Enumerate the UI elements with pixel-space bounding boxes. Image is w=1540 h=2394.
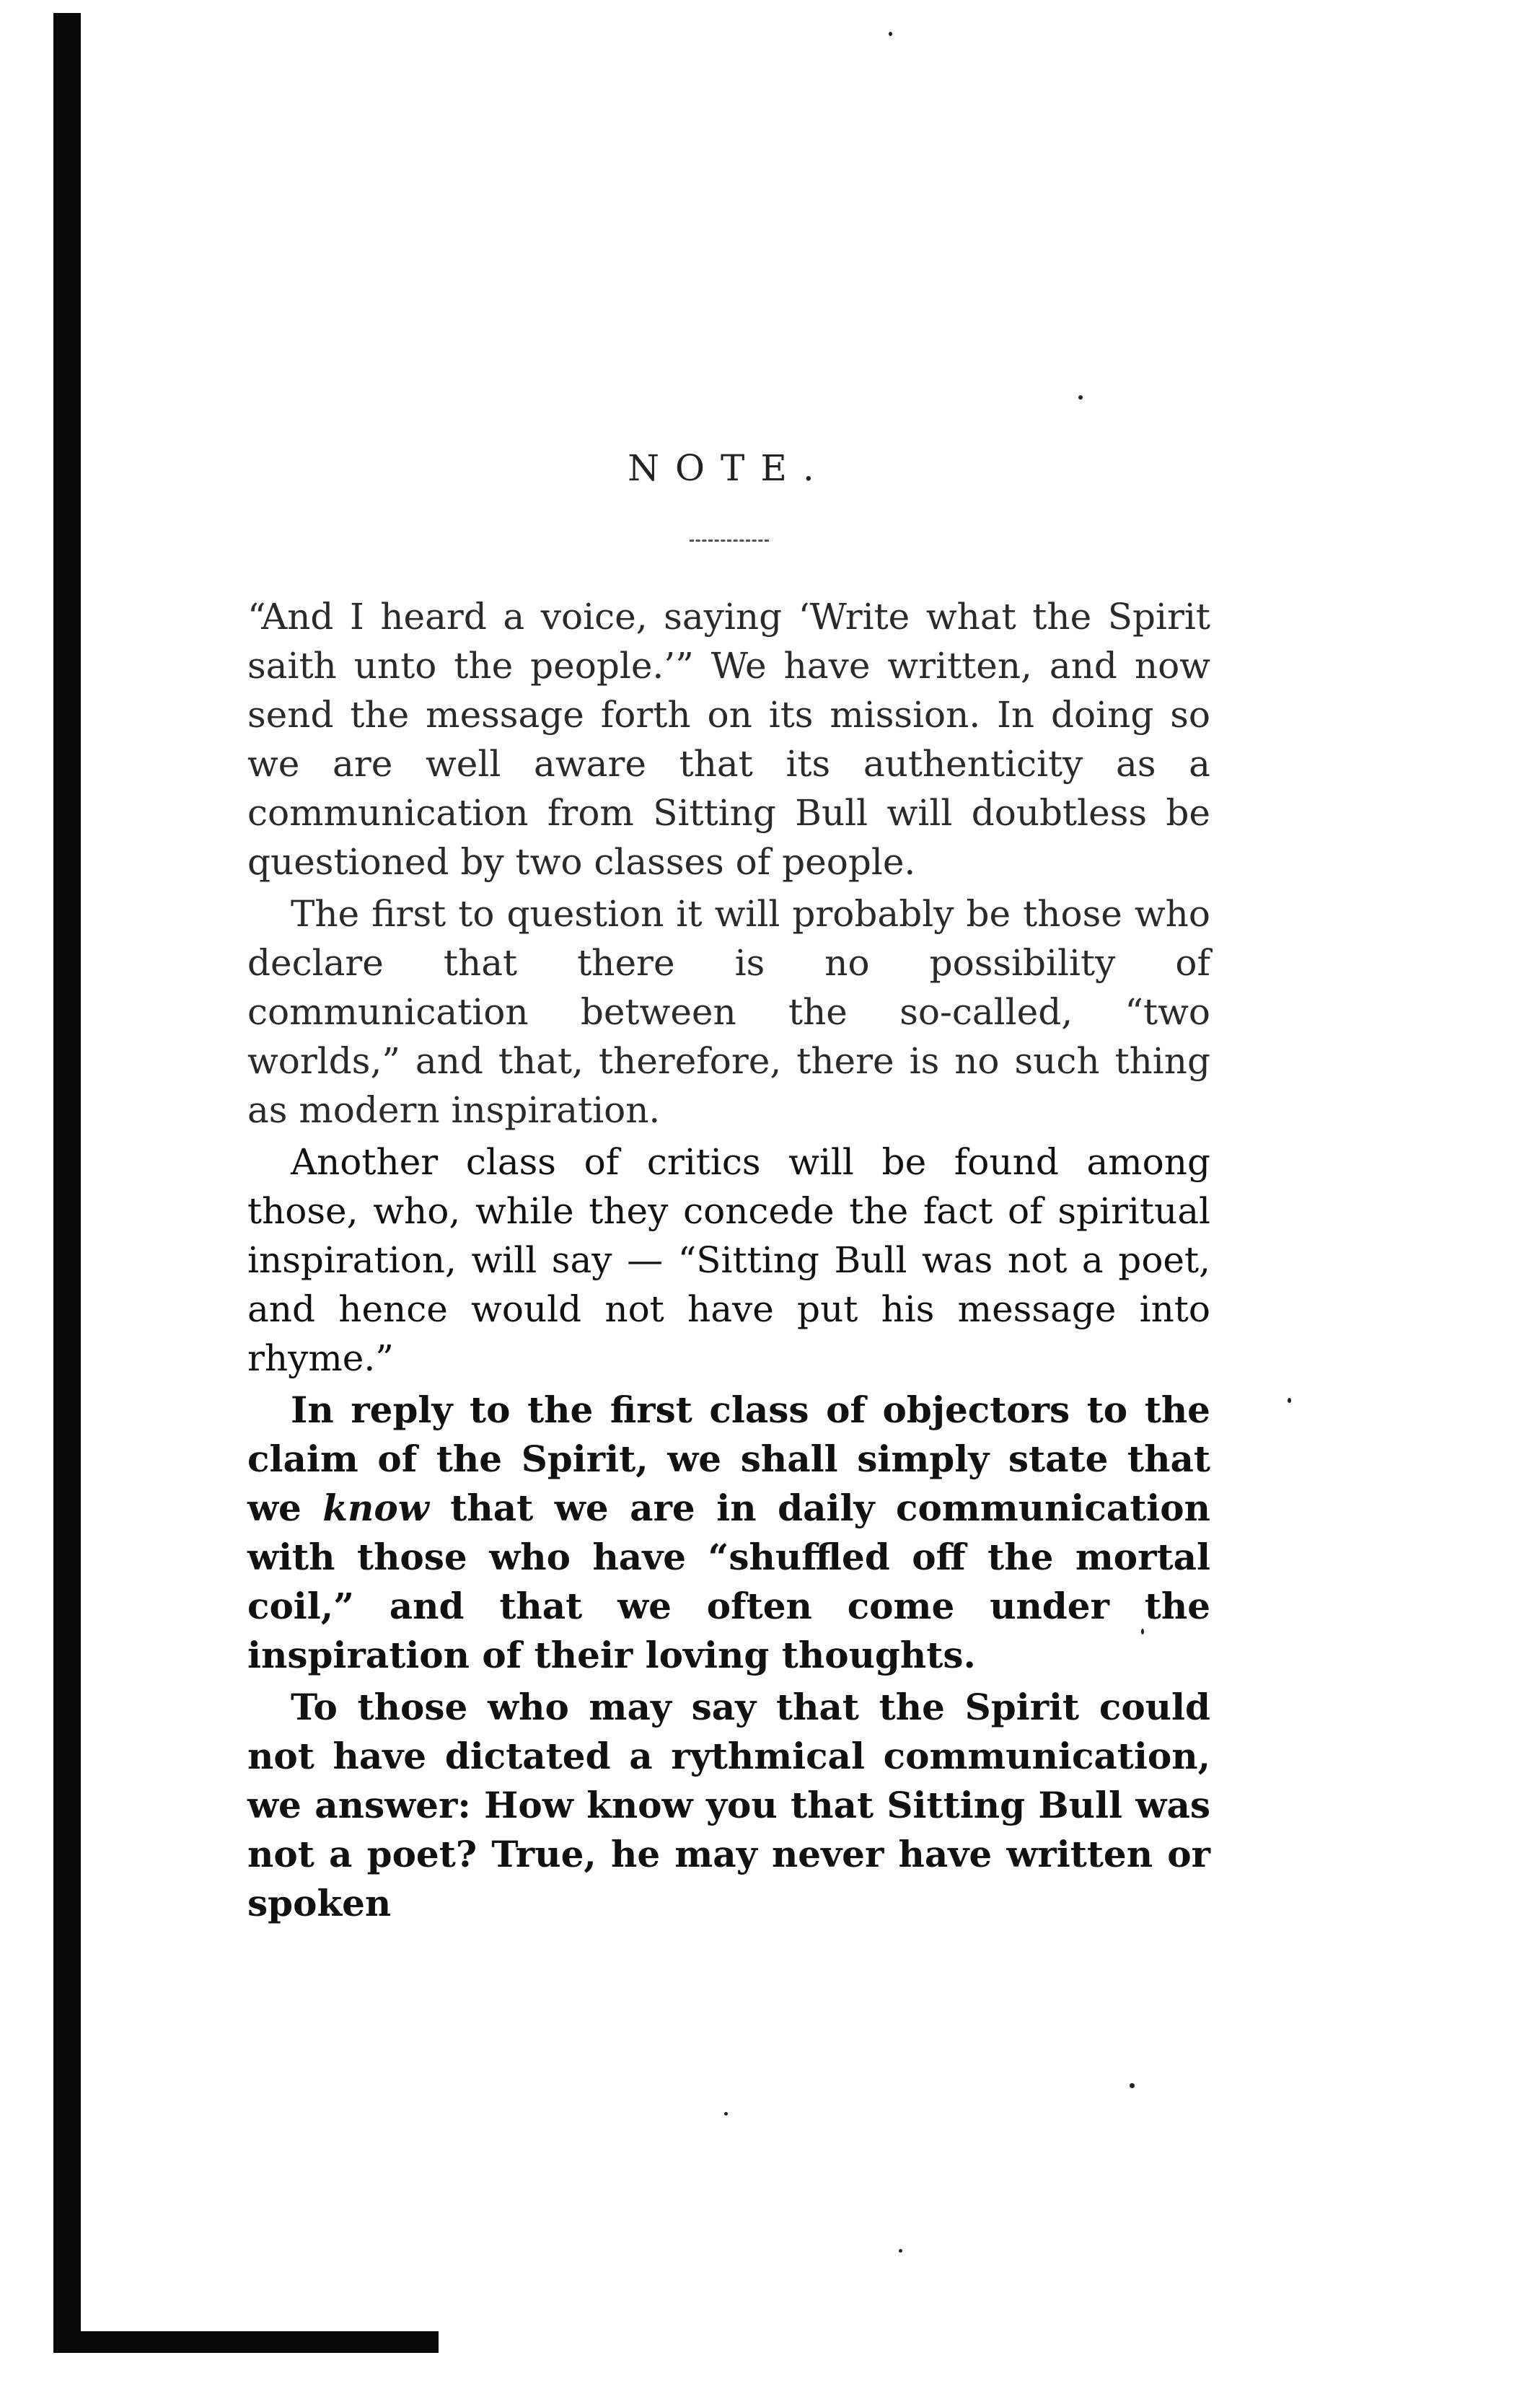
paragraph-3: Another class of critics will be found among those, who, while they concede the fact of spiritual inspiration, will say — “Sitting Bull was not a poet, and hence would not have put his message into rhyme.” bbox=[247, 1141, 1210, 1379]
paragraph-4-start: In reply to the first class of objectors to the claim of the Spirit, we shall simply state that we bbox=[247, 1389, 1210, 1529]
paragraph-2: The first to question it will probably be those who declare that there is no possibility of communication between the so-called, “two worlds,” and that, therefore, there is no such thing as modern inspiration. bbox=[247, 893, 1210, 1131]
page-title: NOTE. bbox=[628, 447, 830, 489]
paragraph-1: “And I heard a voice, saying ‘Write what the Spirit saith unto the people.’” We have written, and now send the message forth on its mission. In doing so we are well aware that its authenticity as a communication from Sitting Bull will doubtless be questioned by two classes of people. bbox=[247, 596, 1210, 883]
ink-speck bbox=[1078, 395, 1083, 400]
title-divider bbox=[690, 540, 769, 542]
ink-speck bbox=[724, 2112, 728, 2116]
ink-speck bbox=[1288, 1398, 1291, 1403]
ink-speck bbox=[1130, 2083, 1135, 2088]
page-body bbox=[247, 404, 1210, 1931]
paragraph-4 bbox=[247, 1386, 1210, 1680]
ink-speck bbox=[889, 32, 892, 36]
binding-rule bbox=[53, 13, 81, 2344]
ink-speck bbox=[899, 2249, 902, 2253]
paragraph-4-end: that we are in daily communication with those who have “shuffled off the mortal coil,” and that we often come under the inspiration of their loving thoughts. bbox=[247, 1487, 1210, 1676]
emphasized-word: know bbox=[322, 1487, 429, 1529]
binding-rule-foot bbox=[53, 2331, 439, 2353]
paragraph-5: To those who may say that the Spirit could not have dictated a rythmical communication, we answer: How know you that Sitting Bull was not a poet? True, he may never have written or spoken bbox=[247, 1686, 1210, 1924]
